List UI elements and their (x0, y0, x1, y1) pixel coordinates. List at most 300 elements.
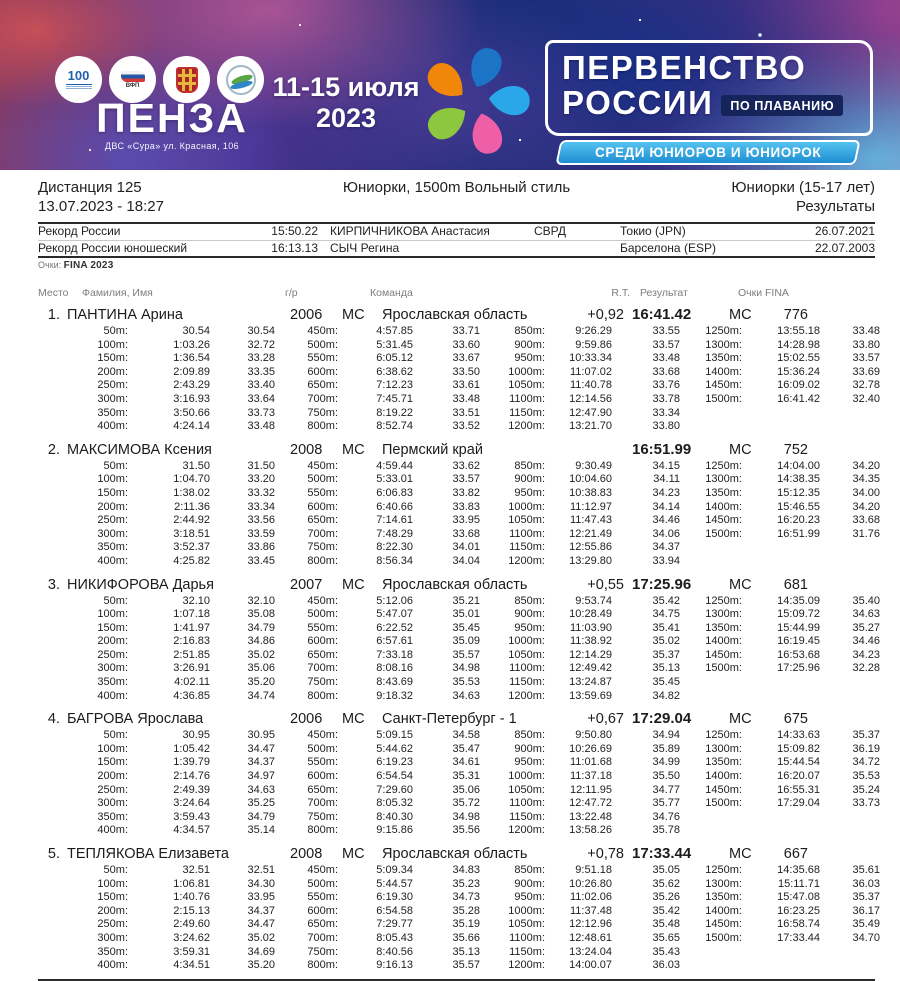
swimmer-result-block (38, 844, 880, 973)
split-cumulative-time (742, 541, 820, 555)
split-cumulative-time: 11:47.43 (569, 514, 612, 527)
event-name: Юниорки, 1500m Вольный стиль (342, 179, 571, 196)
split-lap-time (820, 420, 880, 434)
split-lap-time: 32.28 (852, 662, 880, 675)
split-distance: 150m: (97, 486, 128, 499)
split-cumulative-time: 12:47.90 (569, 406, 612, 419)
split-distance: 1450m: (705, 918, 742, 931)
split-lap-time: 33.76 (652, 379, 680, 392)
split-lap-time: 32.40 (852, 392, 880, 405)
split-lap-time: 36.19 (852, 742, 880, 755)
swimmer-result-time: 16:41.42 (632, 306, 692, 323)
split-lap-time: 33.55 (652, 325, 680, 337)
split-lap-time: 35.61 (852, 864, 880, 876)
record-holder: СЫЧ Регина (330, 240, 400, 255)
split-distance: 950m: (514, 756, 545, 769)
header-team: Команда (370, 287, 413, 299)
split-lap-time: 33.48 (852, 325, 880, 337)
split-cumulative-time: 2:44.92 (173, 514, 210, 527)
split-cumulative-time: 3:26.91 (173, 662, 210, 675)
record-location: Барселона (ESP) (620, 240, 716, 255)
split-cumulative-time: 6:38.62 (376, 365, 413, 378)
event-title-box (545, 40, 873, 136)
swimmer-result-time: 17:33.44 (632, 845, 692, 862)
split-cumulative-time: 7:33.18 (376, 648, 413, 661)
split-lap-time: 34.00 (852, 486, 880, 499)
split-distance (680, 407, 742, 421)
split-cumulative-time: 6:05.12 (376, 352, 413, 365)
split-distance: 550m: (307, 486, 338, 499)
split-distance: 350m: (97, 945, 128, 958)
age-category: Юниорки (15-17 лет) (731, 179, 875, 196)
swimmer-header-row (38, 709, 875, 729)
split-cumulative-time: 30.54 (182, 325, 210, 337)
split-distance: 1100m: (509, 662, 545, 675)
swimmer-place: 2. (47, 441, 60, 458)
split-lap-time: 35.49 (852, 918, 880, 931)
split-distance: 1000m: (508, 365, 545, 378)
split-lap-time: 35.66 (452, 931, 480, 944)
record-label: Рекорд России юношеский (38, 240, 188, 255)
split-distance: 750m: (307, 810, 338, 823)
split-lap-time: 35.56 (452, 824, 480, 837)
split-distance: 600m: (307, 770, 338, 783)
swimmer-fina-points-value: 752 (783, 441, 808, 458)
split-lap-time: 34.75 (652, 608, 680, 621)
split-distance: 200m: (97, 904, 128, 917)
swimmer-fina-points (770, 845, 875, 864)
split-cumulative-time: 14:35.68 (777, 864, 820, 876)
split-lap-time: 35.78 (652, 824, 680, 837)
split-cumulative-time: 4:25.82 (173, 554, 210, 567)
split-cumulative-time: 1:07.18 (173, 608, 210, 621)
split-lap-time: 33.20 (247, 473, 275, 486)
split-cumulative-time: 4:34.51 (173, 959, 210, 972)
split-distance: 1100m: (509, 392, 545, 405)
split-distance: 1500m: (705, 392, 742, 405)
split-cumulative-time: 9:26.29 (575, 325, 612, 337)
split-lap-time: 34.98 (452, 810, 480, 823)
split-cumulative-time: 6:54.58 (376, 904, 413, 917)
split-lap-time: 35.28 (452, 904, 480, 917)
split-lap-time: 34.63 (247, 783, 275, 796)
split-lap-time: 34.01 (452, 541, 480, 554)
split-lap-time: 31.50 (247, 459, 275, 472)
split-lap-time: 33.61 (452, 379, 480, 392)
swimmer-rank: МС (342, 441, 365, 458)
split-distance: 250m: (97, 514, 128, 527)
swimmer-place: 4. (47, 711, 60, 728)
split-distance: 300m: (97, 931, 128, 944)
split-cumulative-time: 11:12.97 (569, 500, 612, 513)
split-distance: 1000m: (508, 904, 545, 917)
split-distance: 1050m: (508, 918, 545, 931)
swimmer-name: НИКИФОРОВА Дарья (67, 576, 214, 593)
split-lap-time: 33.34 (247, 500, 275, 513)
split-distance: 950m: (514, 891, 545, 904)
swimmer-place: 1. (47, 307, 60, 323)
split-lap-time: 33.94 (652, 554, 680, 567)
split-lap-time: 35.37 (852, 891, 880, 904)
split-distance: 150m: (97, 756, 128, 769)
split-cumulative-time: 16:41.42 (777, 392, 820, 405)
swimmer-team: Санкт-Петербург - 1 (382, 711, 517, 728)
split-lap-time: 34.37 (652, 541, 680, 554)
split-distance: 1050m: (508, 648, 545, 661)
split-cumulative-time: 17:25.96 (777, 662, 820, 675)
split-distance: 1250m: (705, 325, 742, 337)
split-cumulative-time: 5:44.62 (376, 742, 413, 755)
split-distance: 750m: (307, 406, 338, 419)
split-times-grid (38, 594, 880, 704)
record-time: 16:13.13 (271, 240, 318, 255)
split-lap-time: 33.82 (452, 486, 480, 499)
split-lap-time: 33.78 (652, 392, 680, 405)
split-lap-time: 35.09 (452, 635, 480, 648)
split-cumulative-time: 10:33.34 (569, 352, 612, 365)
split-lap-time: 35.65 (652, 931, 680, 944)
split-lap-time: 35.06 (452, 783, 480, 796)
split-cumulative-time: 4:24.14 (173, 420, 210, 433)
split-cumulative-time: 13:24.87 (569, 676, 612, 689)
split-distance: 1200m: (508, 824, 545, 837)
split-lap-time: 35.37 (652, 648, 680, 661)
swimmer-result-time: 16:51.99 (632, 440, 692, 458)
split-lap-time: 32.78 (852, 379, 880, 392)
federation-logo-text: ВФП (125, 82, 140, 89)
split-lap-time: 33.83 (452, 500, 480, 513)
split-distance: 550m: (307, 621, 338, 634)
swimmer-team: Ярославская область (382, 846, 528, 862)
split-lap-time: 34.58 (452, 729, 480, 742)
split-cumulative-time: 4:57.85 (376, 325, 413, 337)
split-cumulative-time: 15:09.82 (777, 742, 820, 755)
split-distance: 1300m: (705, 877, 742, 890)
split-lap-time: 35.26 (652, 891, 680, 904)
header-points: Очки FINA (738, 287, 789, 299)
split-lap-time: 33.80 (852, 338, 880, 351)
split-distance: 350m: (97, 406, 128, 419)
split-lap-time: 34.83 (452, 864, 480, 876)
swimmer-rank: МС (342, 576, 365, 593)
split-lap-time: 35.25 (247, 797, 275, 810)
event-meta (38, 178, 875, 216)
split-distance: 350m: (97, 810, 128, 823)
split-lap-time: 35.01 (452, 608, 480, 621)
split-cumulative-time: 2:49.60 (173, 918, 210, 931)
split-lap-time: 34.73 (452, 891, 480, 904)
swimmer-result-block (38, 440, 880, 569)
split-distance: 1250m: (705, 864, 742, 876)
split-lap-time: 33.95 (247, 891, 275, 904)
swimmer-birth-year: 2006 (290, 711, 323, 728)
results-list (38, 305, 880, 973)
split-lap-time: 34.79 (247, 621, 275, 634)
split-cumulative-time: 6:40.66 (376, 500, 413, 513)
split-cumulative-time: 6:06.83 (376, 486, 413, 499)
split-lap-time: 35.50 (652, 770, 680, 783)
split-cumulative-time: 8:08.16 (376, 662, 413, 675)
split-lap-time: 34.69 (247, 945, 275, 958)
split-cumulative-time: 16:51.99 (777, 527, 820, 540)
split-cumulative-time: 14:00.07 (569, 959, 612, 972)
split-distance: 300m: (97, 392, 128, 405)
split-lap-time: 34.72 (852, 756, 880, 769)
split-cumulative-time: 5:47.07 (376, 608, 413, 621)
split-distance: 1150m: (509, 945, 545, 958)
split-lap-time: 35.02 (247, 648, 275, 661)
split-cumulative-time: 9:50.80 (575, 729, 612, 742)
split-cumulative-time: 2:09.89 (173, 365, 210, 378)
record-row (38, 224, 875, 240)
split-cumulative-time: 16:55.31 (777, 783, 820, 796)
pinwheel-petal (471, 48, 501, 87)
split-lap-time (820, 811, 880, 825)
split-cumulative-time (742, 407, 820, 421)
split-lap-time (820, 676, 880, 690)
split-distance: 1350m: (705, 891, 742, 904)
split-distance: 1150m: (509, 541, 545, 554)
event-subtitle-badge (555, 140, 860, 165)
split-lap-time: 35.31 (452, 770, 480, 783)
split-distance: 550m: (307, 756, 338, 769)
split-times-grid (38, 729, 880, 838)
split-cumulative-time: 3:52.37 (173, 541, 210, 554)
split-lap-time: 34.30 (247, 877, 275, 890)
split-distance: 1300m: (705, 608, 742, 621)
results-document (38, 178, 880, 981)
split-cumulative-time: 12:21.49 (569, 527, 612, 540)
split-times-grid (38, 459, 880, 569)
split-cumulative-time: 16:53.68 (777, 648, 820, 661)
split-distance: 200m: (97, 365, 128, 378)
split-distance: 850m: (514, 864, 545, 876)
split-cumulative-time: 8:05.32 (376, 797, 413, 810)
split-distance (680, 541, 742, 555)
record-date: 22.07.2003 (814, 240, 875, 255)
split-lap-time: 34.74 (247, 689, 275, 702)
split-lap-time: 34.06 (652, 527, 680, 540)
split-distance: 400m: (97, 420, 128, 433)
swimmer-fina-points (770, 576, 875, 595)
event-title-line1: ПЕРВЕНСТВО (562, 49, 807, 86)
swimmer-name: МАКСИМОВА Ксения (67, 441, 212, 458)
split-cumulative-time: 1:39.79 (173, 756, 210, 769)
split-lap-time: 30.54 (247, 325, 275, 337)
swimmer-fina-points-value: 776 (783, 307, 808, 323)
split-distance: 600m: (307, 365, 338, 378)
split-lap-time: 34.47 (247, 918, 275, 931)
split-cumulative-time: 12:55.86 (569, 541, 612, 554)
venue-address: ДВС «Сура» ул. Красная, 106 (104, 141, 240, 151)
header-result: Результат (640, 287, 688, 299)
split-distance: 1100m: (509, 931, 545, 944)
split-distance: 800m: (307, 420, 338, 433)
split-distance: 1200m: (508, 959, 545, 972)
split-cumulative-time: 12:11.95 (569, 783, 612, 796)
split-distance: 950m: (514, 486, 545, 499)
split-lap-time: 35.45 (652, 676, 680, 689)
split-cumulative-time: 5:09.15 (376, 729, 413, 742)
split-cumulative-time: 17:33.44 (777, 931, 820, 944)
split-cumulative-time: 2:11.36 (174, 500, 210, 513)
split-lap-time: 34.76 (652, 810, 680, 823)
split-lap-time: 34.97 (247, 770, 275, 783)
split-lap-time: 31.76 (852, 527, 880, 540)
split-distance: 1000m: (508, 500, 545, 513)
split-cumulative-time (742, 690, 820, 704)
split-distance: 500m: (307, 338, 338, 351)
split-cumulative-time: 12:14.56 (569, 392, 612, 405)
swimmer-birth-year: 2008 (290, 846, 323, 862)
split-lap-time: 33.45 (247, 554, 275, 567)
split-lap-time: 35.45 (452, 621, 480, 634)
split-distance: 600m: (307, 904, 338, 917)
split-distance: 1100m: (509, 527, 545, 540)
split-distance: 950m: (514, 352, 545, 365)
split-distance: 1050m: (508, 379, 545, 392)
split-lap-time: 34.15 (652, 459, 680, 472)
split-distance: 150m: (97, 352, 128, 365)
swimmer-header-row (38, 440, 875, 460)
header-name: Фамилия, Имя (82, 287, 153, 299)
swimmer-fina-points-value: 681 (783, 576, 808, 593)
split-lap-time: 36.03 (652, 959, 680, 972)
split-lap-time: 35.42 (652, 904, 680, 917)
split-lap-time: 34.61 (452, 756, 480, 769)
split-distance: 1450m: (705, 648, 742, 661)
split-cumulative-time: 9:30.49 (575, 459, 612, 472)
swimmer-result-rank: МС (729, 711, 752, 728)
split-lap-time: 34.46 (652, 514, 680, 527)
split-distance: 400m: (97, 554, 128, 567)
split-cumulative-time: 3:24.62 (173, 931, 210, 944)
split-cumulative-time: 15:12.35 (777, 486, 820, 499)
swimmer-result-rank: МС (729, 307, 752, 323)
split-cumulative-time: 16:19.45 (777, 635, 820, 648)
split-cumulative-time: 8:43.69 (376, 676, 413, 689)
split-cumulative-time: 15:44.54 (777, 756, 820, 769)
split-cumulative-time: 14:28.98 (777, 338, 820, 351)
split-cumulative-time: 10:26.80 (569, 877, 612, 890)
split-cumulative-time: 8:22.30 (376, 541, 413, 554)
header-year: г/р (285, 287, 298, 299)
split-lap-time: 35.14 (247, 824, 275, 837)
pinwheel-petal (422, 97, 469, 146)
split-cumulative-time: 14:35.09 (777, 594, 820, 607)
split-lap-time (820, 690, 880, 704)
split-distance: 1200m: (508, 689, 545, 702)
split-cumulative-time: 8:19.22 (376, 406, 413, 419)
split-distance: 400m: (97, 689, 128, 702)
event-dates-line1: 11-15 июля (272, 72, 420, 102)
split-cumulative-time: 12:14.29 (569, 648, 612, 661)
split-lap-time: 34.37 (247, 904, 275, 917)
tricolor-flag-icon (121, 71, 145, 82)
distance-label: Дистанция 125 (38, 179, 142, 196)
split-cumulative-time: 7:45.71 (376, 392, 413, 405)
split-cumulative-time: 11:40.78 (569, 379, 612, 392)
split-distance: 400m: (97, 959, 128, 972)
split-lap-time: 35.43 (652, 945, 680, 958)
split-distance: 1300m: (705, 473, 742, 486)
split-cumulative-time: 6:57.61 (376, 635, 413, 648)
split-cumulative-time: 12:49.42 (569, 662, 612, 675)
split-cumulative-time: 10:26.69 (569, 742, 612, 755)
split-distance: 1250m: (705, 729, 742, 742)
split-cumulative-time: 11:02.06 (569, 891, 612, 904)
split-lap-time: 34.79 (247, 810, 275, 823)
split-distance: 1050m: (508, 783, 545, 796)
split-lap-time: 33.95 (452, 514, 480, 527)
split-lap-time (820, 407, 880, 421)
split-cumulative-time: 8:40.56 (376, 945, 413, 958)
split-cumulative-time: 8:56.34 (376, 554, 413, 567)
split-lap-time: 33.68 (652, 365, 680, 378)
split-distance: 250m: (97, 648, 128, 661)
split-distance: 650m: (307, 514, 338, 527)
split-cumulative-time: 5:12.06 (376, 594, 413, 607)
split-cumulative-time: 10:38.83 (569, 486, 612, 499)
split-lap-time: 35.62 (652, 877, 680, 890)
split-distance: 350m: (97, 676, 128, 689)
split-cumulative-time: 5:44.57 (376, 877, 413, 890)
split-distance: 150m: (97, 891, 128, 904)
split-distance: 900m: (514, 742, 545, 755)
split-distance: 700m: (307, 931, 338, 944)
split-cumulative-time: 15:47.08 (777, 891, 820, 904)
split-distance: 500m: (307, 742, 338, 755)
split-lap-time: 33.67 (452, 352, 480, 365)
split-lap-time: 34.23 (852, 648, 880, 661)
split-times-grid (38, 864, 880, 973)
split-distance: 850m: (514, 729, 545, 742)
split-lap-time: 33.60 (452, 338, 480, 351)
split-distance: 550m: (307, 891, 338, 904)
split-lap-time: 35.41 (652, 621, 680, 634)
swimmer-fina-points-value: 675 (783, 711, 808, 728)
split-cumulative-time (742, 811, 820, 825)
split-cumulative-time (742, 420, 820, 434)
split-distance: 450m: (307, 864, 338, 876)
split-distance: 700m: (307, 392, 338, 405)
split-lap-time: 33.51 (452, 406, 480, 419)
split-distance: 100m: (97, 608, 128, 621)
split-cumulative-time: 12:12.96 (569, 918, 612, 931)
split-distance: 1500m: (705, 797, 742, 810)
split-lap-time: 32.51 (247, 864, 275, 876)
swimmer-name: ПАНТИНА Арина (67, 307, 183, 323)
split-lap-time: 34.82 (652, 689, 680, 702)
split-cumulative-time: 2:15.13 (173, 904, 210, 917)
split-lap-time: 34.99 (652, 756, 680, 769)
split-cumulative-time: 2:16.83 (173, 635, 210, 648)
split-distance: 250m: (97, 783, 128, 796)
split-lap-time: 34.47 (247, 742, 275, 755)
split-cumulative-time: 11:03.90 (569, 621, 612, 634)
split-lap-time: 35.06 (247, 662, 275, 675)
split-distance: 1500m: (705, 527, 742, 540)
split-lap-time: 35.40 (852, 594, 880, 607)
split-cumulative-time: 17:29.04 (777, 797, 820, 810)
split-cumulative-time: 13:58.26 (569, 824, 612, 837)
split-distance: 750m: (307, 676, 338, 689)
split-distance: 1350m: (705, 352, 742, 365)
split-lap-time: 35.57 (452, 648, 480, 661)
swimmer-birth-year: 2007 (290, 576, 323, 593)
split-distance: 550m: (307, 352, 338, 365)
page-type: Результаты (796, 198, 875, 215)
